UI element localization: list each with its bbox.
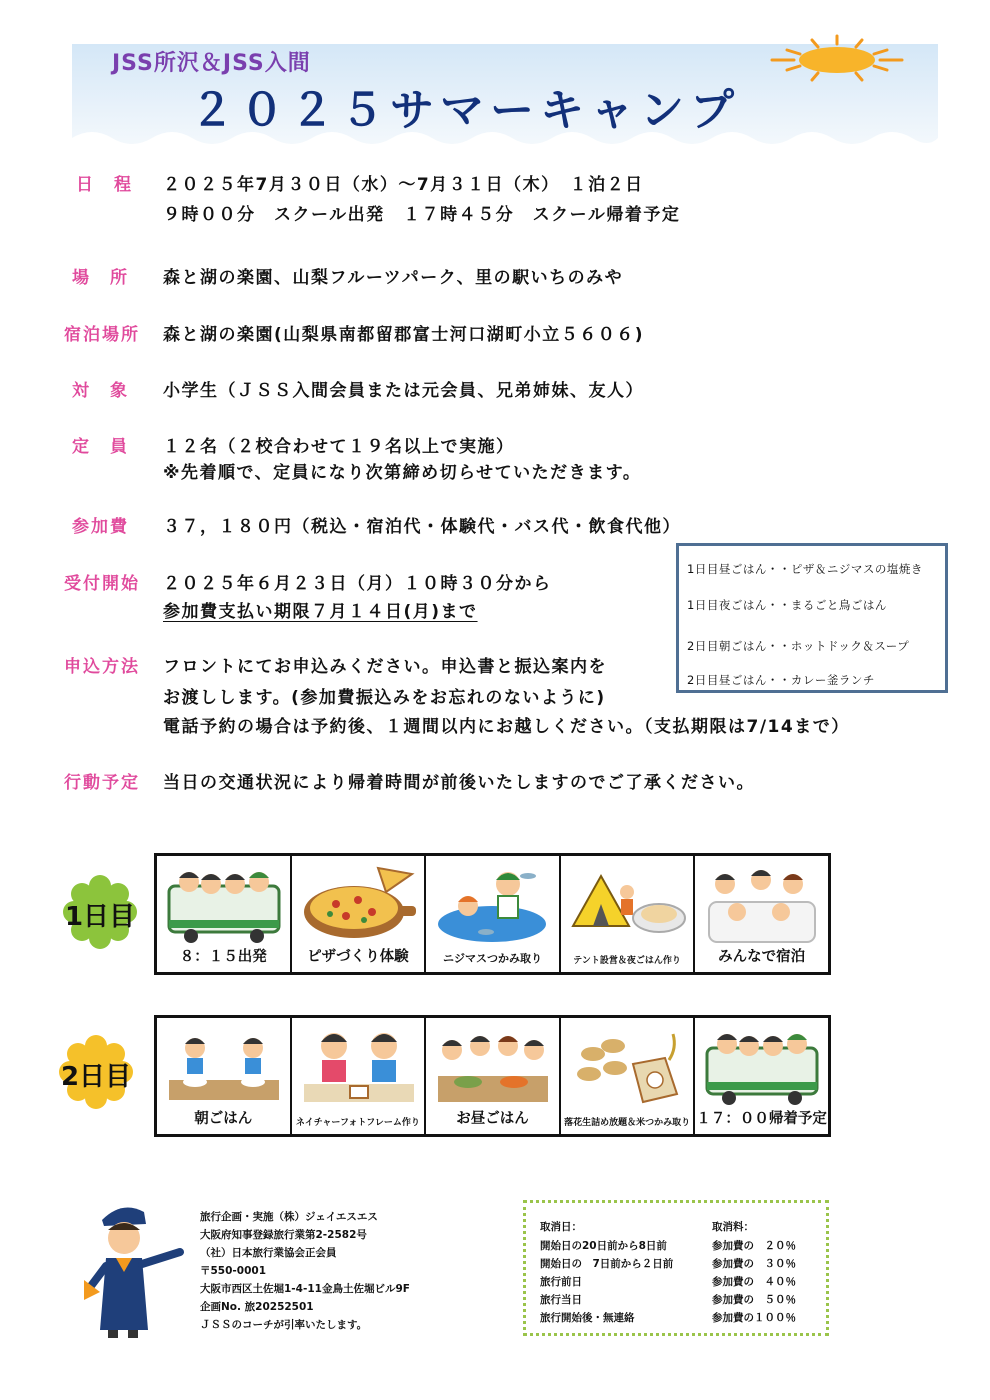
day2-activity-strip bbox=[154, 1015, 831, 1137]
meal-item: 1日目昼ごはん・・ピザ＆ニジマスの塩焼き bbox=[687, 562, 923, 576]
cancel-fee: 参加費の１００％ bbox=[712, 1312, 796, 1324]
cancellation-policy-box bbox=[523, 1200, 829, 1336]
meal-item: 2日目朝ごはん・・ホットドック＆スープ bbox=[687, 639, 910, 653]
activity-caption: ８：１５出発 bbox=[179, 949, 267, 965]
activity-return bbox=[695, 1018, 828, 1134]
payment-deadline: 参加費支払い期限７月１４日(月)まで bbox=[163, 602, 478, 622]
meal-item: 1日目夜ごはん・・まるごと鳥ごはん bbox=[687, 598, 887, 612]
day2-badge bbox=[58, 1034, 134, 1110]
company-line: （社）日本旅行業協会正会員 bbox=[200, 1247, 337, 1259]
camp-title: ２０２５サマーキャンプ bbox=[190, 85, 740, 136]
cancel-fee: 参加費の ３０％ bbox=[712, 1258, 796, 1270]
capacity-value: １２名（２校合わせて１９名以上で実施） bbox=[163, 437, 515, 457]
cancel-day: 開始日の 7日前から２日前 bbox=[540, 1258, 674, 1270]
reception-label: 受付開始 bbox=[64, 574, 140, 594]
activity-departure bbox=[157, 856, 292, 972]
cancellation-row bbox=[540, 1310, 820, 1325]
cancel-day: 旅行当日 bbox=[540, 1294, 582, 1306]
lodging-label: 宿泊場所 bbox=[64, 325, 140, 345]
itinerary-label: 行動予定 bbox=[64, 773, 140, 793]
fee-label: 参加費 bbox=[72, 517, 129, 537]
meal-item: 2日目昼ごはん・・カレー釜ランチ bbox=[687, 673, 875, 687]
cancellation-header bbox=[540, 1219, 820, 1234]
itinerary-value: 当日の交通状況により帰着時間が前後いたしますのでご了承ください。 bbox=[163, 773, 755, 793]
cancel-fee: 参加費の ４０％ bbox=[712, 1276, 796, 1288]
day1-badge-text: 1日目 bbox=[64, 902, 136, 932]
schedule-times: ９時００分 スクール出発 １７時４５分 スクール帰着予定 bbox=[163, 205, 681, 225]
bus-icon bbox=[703, 1024, 821, 1108]
activity-caption: ピザづくり体験 bbox=[307, 949, 409, 965]
breakfast-icon bbox=[165, 1024, 283, 1108]
fee-value: ３７，１８０円（税込・宿泊代・体験代・バス代・飲食代他） bbox=[163, 517, 681, 537]
day2-badge-text: 2日目 bbox=[60, 1062, 132, 1092]
capacity-label: 定 員 bbox=[72, 437, 129, 457]
cancel-fee: 参加費の ５０％ bbox=[712, 1294, 796, 1306]
lunch-kids-icon bbox=[434, 1024, 552, 1108]
company-line: 大阪府知事登録旅行業第2-2582号 bbox=[200, 1229, 367, 1241]
activity-lunch bbox=[426, 1018, 561, 1134]
activity-photoframe bbox=[292, 1018, 427, 1134]
company-line: 企画No. 旅20252501 bbox=[200, 1301, 314, 1313]
cancel-fee-heading: 取消料： bbox=[712, 1221, 754, 1233]
reception-start: ２０２５年６月２３日（月）１０時３０分から bbox=[163, 574, 552, 594]
activity-caption: テント設営＆夜ごはん作り bbox=[573, 956, 681, 966]
cancel-day: 旅行開始後・無連絡 bbox=[540, 1312, 635, 1324]
crafting-kids-icon bbox=[300, 1024, 418, 1108]
activity-caption: １７：００帰着予定 bbox=[696, 1111, 827, 1127]
cancel-day-heading: 取消日： bbox=[540, 1221, 582, 1233]
cancellation-row bbox=[540, 1292, 820, 1307]
activity-breakfast bbox=[157, 1018, 292, 1134]
cancel-day: 旅行前日 bbox=[540, 1276, 582, 1288]
activity-caption: みんなで宿泊 bbox=[718, 949, 806, 965]
meal-menu-box bbox=[676, 543, 948, 693]
apply-line2: お渡しします。(参加費振込みをお忘れのないように) bbox=[163, 688, 606, 708]
lodging-value: 森と湖の楽園(山梨県南都留郡富士河口湖町小立５６０６) bbox=[163, 325, 645, 345]
day1-activity-strip bbox=[154, 853, 831, 975]
company-line: 大阪市西区土佐堀1-4-11金鳥土佐堀ビル9F bbox=[200, 1283, 410, 1295]
company-line: 旅行企画・実施（株）ジェイエスエス bbox=[200, 1211, 378, 1223]
apply-line3: 電話予約の場合は予約後、１週間以内にお越しください。（支払期限は7/14まで） bbox=[163, 717, 850, 737]
camp-subtitle: JSS所沢＆JSS入間 bbox=[112, 51, 311, 76]
apply-label: 申込方法 bbox=[64, 657, 140, 677]
cancellation-row bbox=[540, 1274, 820, 1289]
company-line: 〒550-0001 bbox=[200, 1265, 266, 1277]
activity-trout bbox=[426, 856, 561, 972]
fishing-kids-icon bbox=[434, 862, 552, 946]
company-info bbox=[200, 1208, 410, 1334]
day1-badge bbox=[62, 874, 138, 950]
cancellation-row bbox=[540, 1256, 820, 1271]
activity-caption: お昼ごはん bbox=[456, 1111, 529, 1127]
company-line: ＪＳＳのコーチが引率いたします。 bbox=[200, 1319, 368, 1331]
tent-icon bbox=[569, 862, 687, 946]
schedule-label: 日 程 bbox=[76, 175, 133, 195]
activity-caption: 落花生詰め放題＆米つかみ取り bbox=[564, 1118, 691, 1128]
activity-tent bbox=[561, 856, 696, 972]
cancel-fee: 参加費の ２０％ bbox=[712, 1240, 796, 1252]
peanuts-rice-icon bbox=[569, 1024, 687, 1108]
schedule-dates: ２０２５年7月３０日（水）～7月３１日（木） １泊２日 bbox=[163, 175, 644, 195]
activity-caption: ネイチャーフォトフレーム作り bbox=[295, 1118, 420, 1128]
activity-pizza bbox=[292, 856, 427, 972]
activity-caption: ニジマスつかみ取り bbox=[442, 952, 542, 965]
cancel-day: 開始日の20日前から8日前 bbox=[540, 1240, 667, 1252]
activity-sleepover bbox=[695, 856, 828, 972]
activity-caption: 朝ごはん bbox=[194, 1111, 253, 1127]
target-label: 対 象 bbox=[72, 381, 129, 401]
pizza-icon bbox=[300, 862, 418, 946]
capacity-note: ※先着順で、定員になり次第締め切らせていただきます。 bbox=[163, 463, 642, 483]
activity-peanuts bbox=[561, 1018, 696, 1134]
sleeping-kids-icon bbox=[703, 862, 821, 946]
sun-icon bbox=[762, 34, 912, 82]
tour-guide-icon bbox=[82, 1200, 194, 1340]
apply-line1: フロントにてお申込みください。申込書と振込案内を bbox=[163, 657, 607, 677]
cancellation-row bbox=[540, 1238, 820, 1253]
place-label: 場 所 bbox=[72, 268, 129, 288]
bus-icon bbox=[165, 862, 283, 946]
target-value: 小学生（ＪＳＳ入間会員または元会員、兄弟姉妹、友人） bbox=[163, 381, 644, 401]
place-value: 森と湖の楽園、山梨フルーツパーク、里の駅いちのみや bbox=[163, 268, 624, 288]
